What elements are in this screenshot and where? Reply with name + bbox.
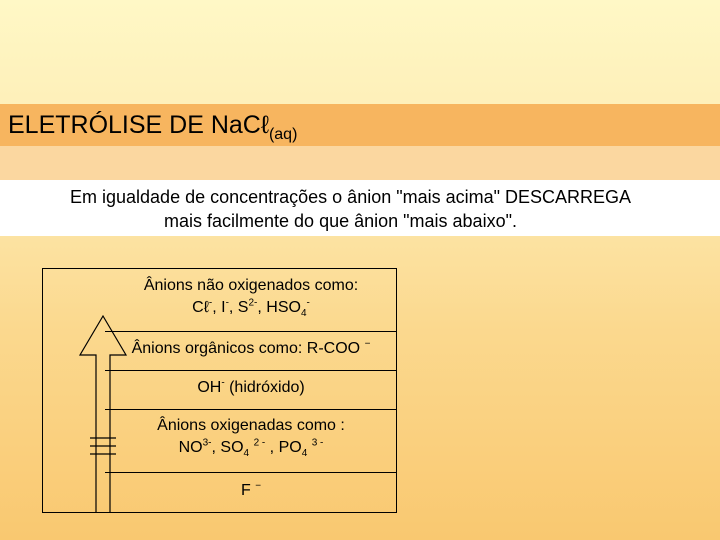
row-divider (105, 370, 397, 371)
row-hydroxide: OH- (hidróxido) (197, 377, 305, 396)
note-line-2: mais facilmente do que ânion "mais abaixo". (164, 211, 517, 231)
title-main: ELETRÓLISE DE NaCℓ (8, 111, 269, 139)
row-divider (105, 331, 397, 332)
row-organic-anions: Ânions orgânicos como: R-COO − (131, 338, 371, 357)
title-subscript: (aq) (268, 126, 298, 143)
row-non-oxygenated-examples: Cℓ-, I-, $S^{2-}$, $HSO_4^-$ (192, 297, 310, 320)
row-non-oxygenated-heading: Ânions não oxigenados como: (143, 277, 359, 294)
row-oxygenated-heading: Ânions oxigenadas como : (157, 417, 345, 434)
row-oxygenated-examples: $NO^{3-}$, $SO_4$ $^{2 -}$ , $PO_4$ $^{3 -}$ (178, 437, 324, 460)
row-divider (105, 409, 397, 410)
row-divider (105, 472, 397, 473)
note-line-1: Em igualdade de concentrações o ânion "mais acima" DESCARREGA (70, 187, 632, 207)
row-fluoride: F − (240, 480, 262, 499)
